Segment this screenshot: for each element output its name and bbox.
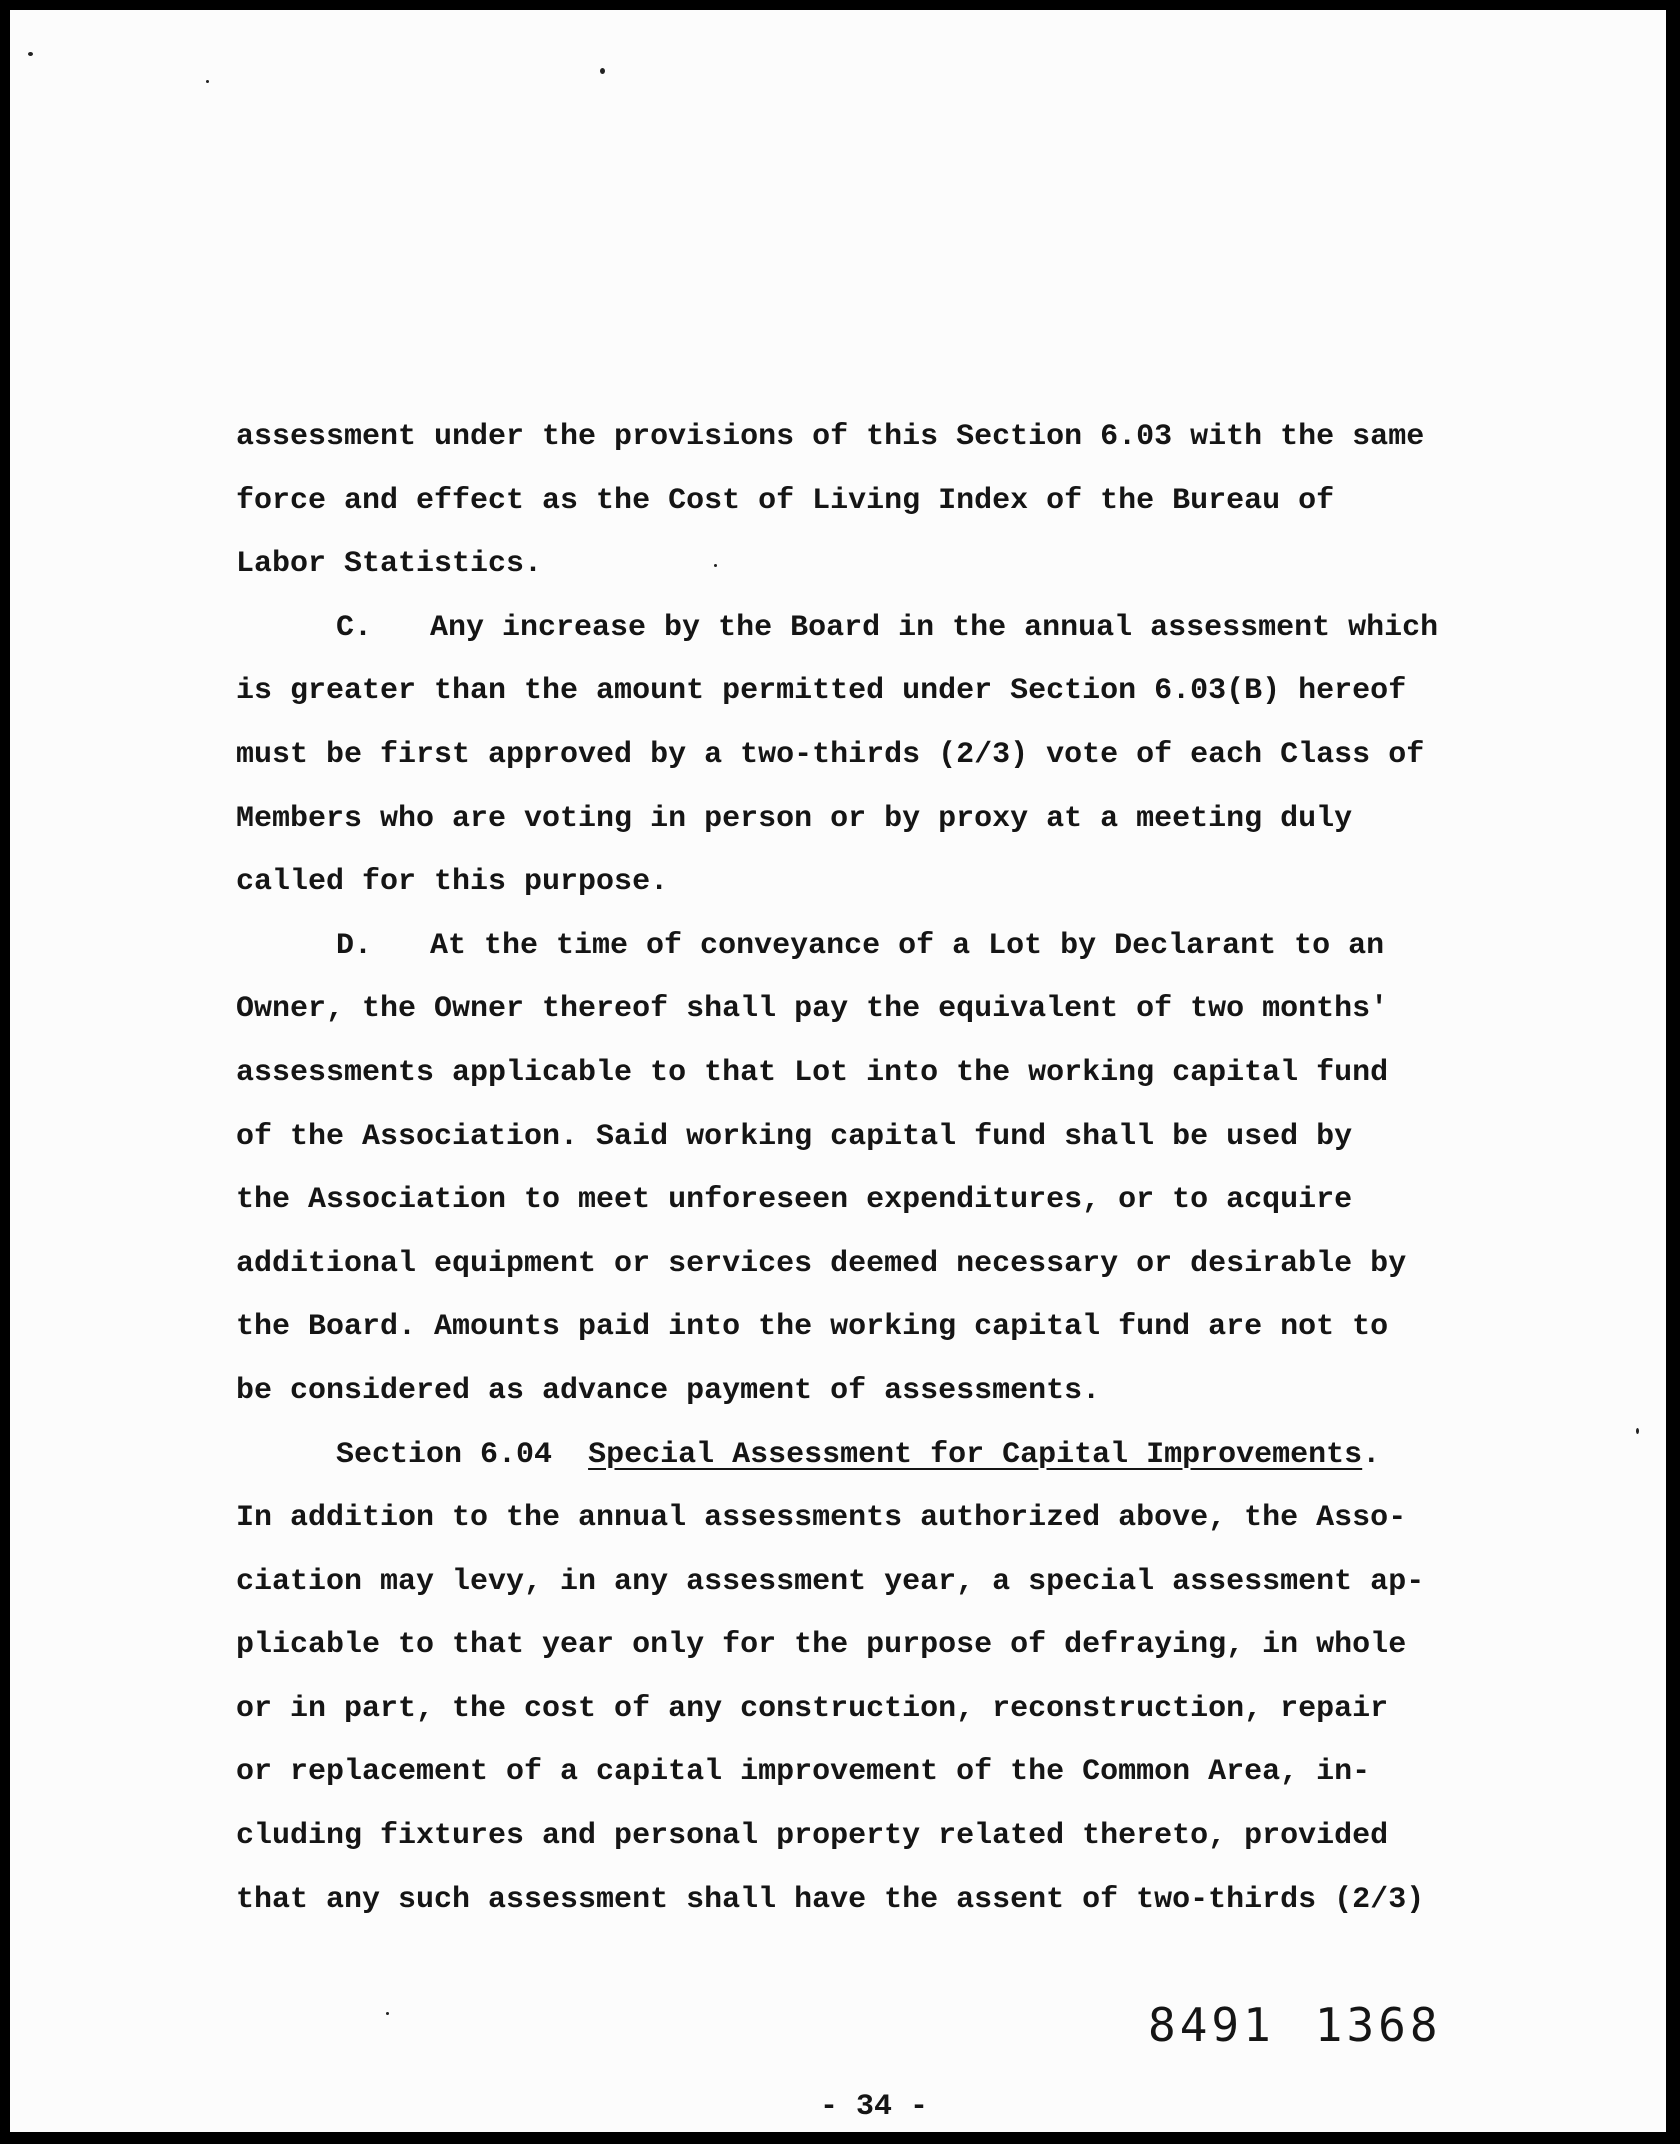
text-line: Members who are voting in person or by proxy at a meeting duly [236, 801, 1353, 836]
text-line: be considered as advance payment of assessments. [236, 1373, 1101, 1408]
text-line: is greater than the amount permitted under Section 6.03(B) hereof [236, 674, 1407, 709]
scan-speck [28, 52, 33, 56]
recording-book: 8491 [1148, 1998, 1275, 2052]
text-line: assessments applicable to that Lot into the working capital fund [236, 1055, 1389, 1090]
document-body [236, 406, 1546, 1932]
text-line: or replacement of a capital improvement of the Common Area, in- [236, 1755, 1371, 1790]
paragraph-label-c: C. [336, 610, 373, 645]
scan-speck [1636, 1428, 1639, 1434]
text-line: Any increase by the Board in the annual assessment which [430, 610, 1439, 645]
text-line: At the time of conveyance of a Lot by Declarant to an [430, 928, 1385, 963]
text-line: cluding fixtures and personal property related thereto, provided [236, 1819, 1389, 1854]
paragraph-c-first-line [236, 597, 1546, 661]
text-line: force and effect as the Cost of Living Index of the Bureau of [236, 483, 1335, 518]
recording-number [1148, 1998, 1442, 2052]
section-title: Special Assessment for Capital Improvements [588, 1437, 1363, 1472]
recording-page: 1368 [1314, 1998, 1442, 2052]
document-sheet [10, 10, 1666, 2132]
text-line: Labor Statistics. [236, 547, 543, 582]
text-line: called for this purpose. [236, 865, 669, 900]
section-title-period: . [1362, 1437, 1381, 1472]
text-line: must be first approved by a two-thirds (2/3) vote of each Class of [236, 737, 1425, 772]
text-line: that any such assessment shall have the assent of two-thirds (2/3) [236, 1882, 1425, 1917]
text-line: ciation may levy, in any assessment year, a special assessment ap- [236, 1564, 1425, 1599]
paragraph-label-d: D. [336, 928, 373, 963]
scan-speck [206, 80, 209, 83]
text-line: the Board. Amounts paid into the working capital fund are not to [236, 1310, 1389, 1345]
text-line: assessment under the provisions of this Section 6.03 with the same [236, 420, 1425, 454]
scan-speck [600, 68, 605, 74]
text-line: of the Association. Said working capital fund shall be used by [236, 1119, 1353, 1154]
text-line: or in part, the cost of any construction, reconstruction, repair [236, 1691, 1389, 1726]
scan-speck [386, 2012, 389, 2015]
text-line: Owner, the Owner thereof shall pay the equivalent of two months' [236, 992, 1389, 1027]
section-number: Section 6.04 [336, 1437, 553, 1472]
page-number: - 34 - [820, 2090, 929, 2124]
text-line: plicable to that year only for the purpose of defraying, in whole [236, 1628, 1407, 1663]
paragraph-d-first-line [236, 915, 1546, 979]
section-heading [236, 1424, 1546, 1488]
text-line: the Association to meet unforeseen expenditures, or to acquire [236, 1183, 1353, 1218]
text-line: In addition to the annual assessments authorized above, the Asso- [236, 1501, 1407, 1536]
text-line: additional equipment or services deemed necessary or desirable by [236, 1246, 1407, 1281]
